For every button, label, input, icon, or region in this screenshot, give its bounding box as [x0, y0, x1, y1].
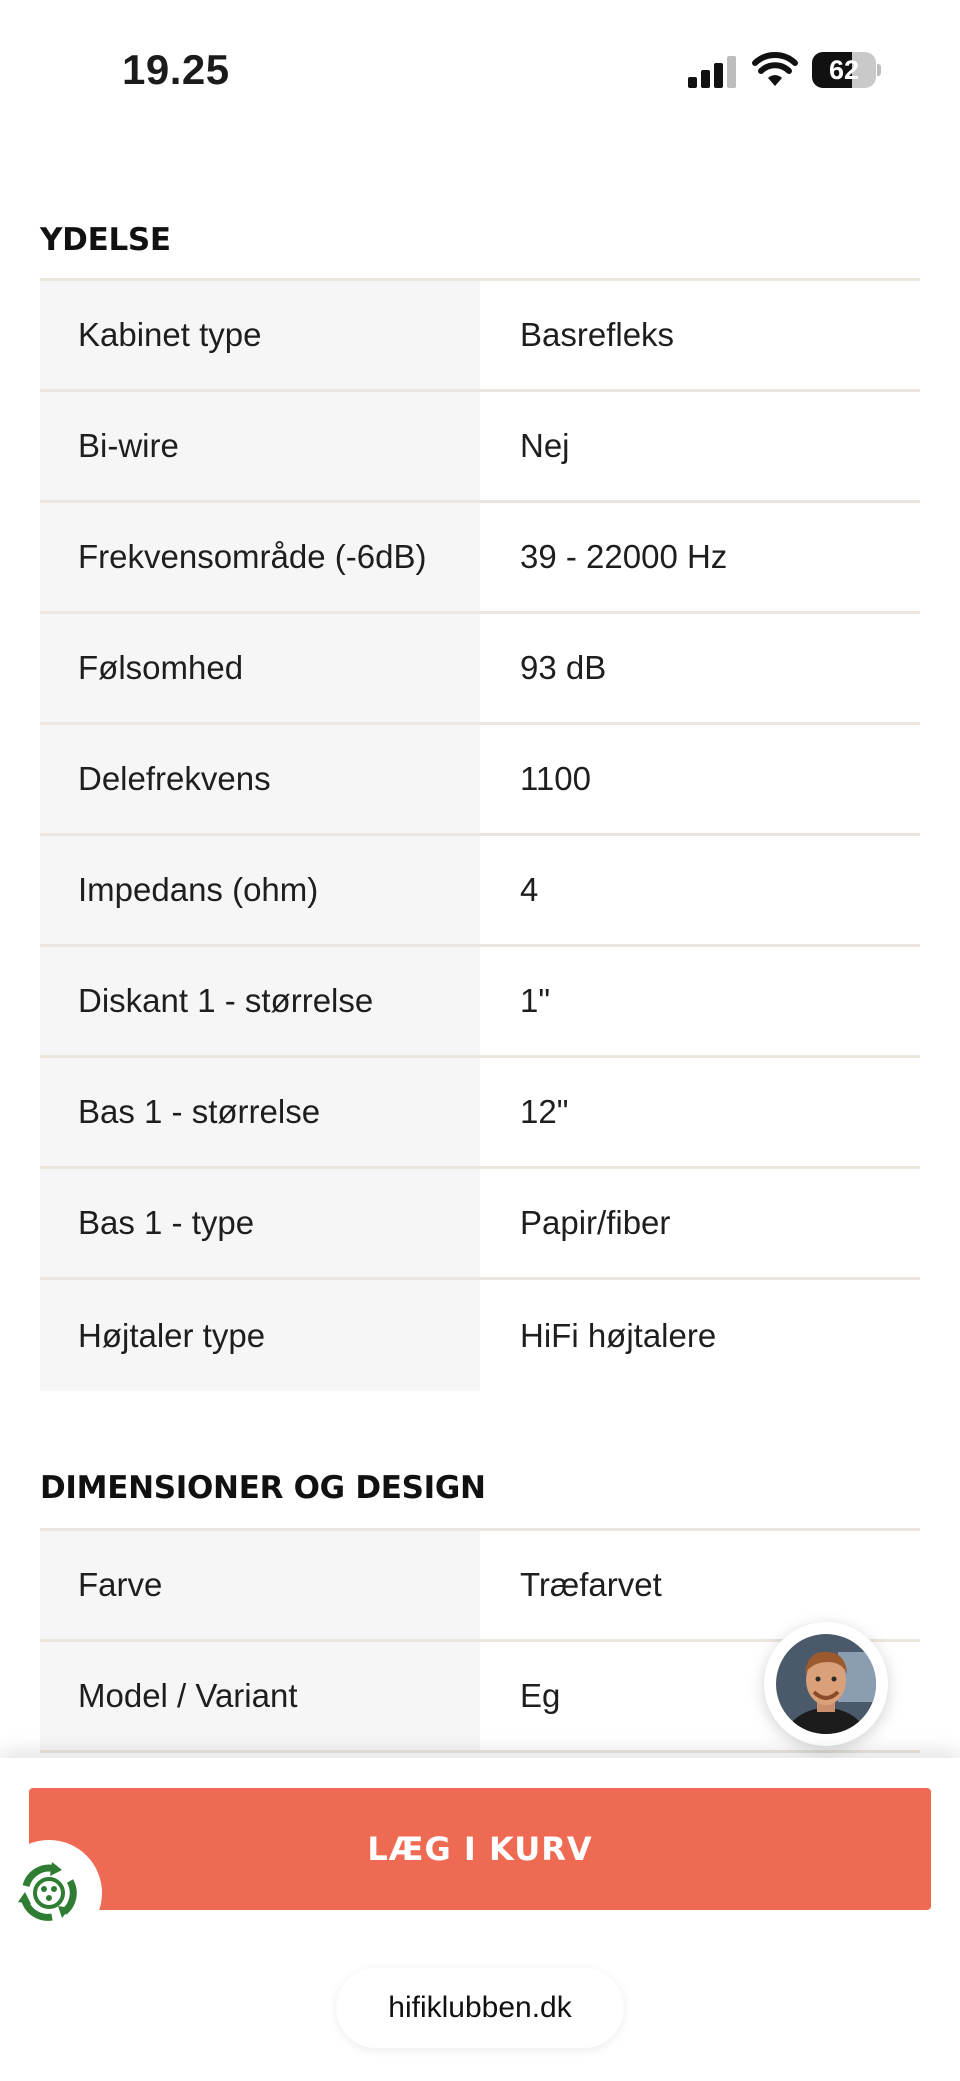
avatar — [776, 1634, 876, 1734]
bottom-action-bar — [0, 1758, 960, 2081]
spec-table-ydelse — [40, 278, 920, 1391]
wifi-icon — [752, 52, 798, 88]
spec-row — [40, 392, 920, 503]
spec-label: Model / Variant — [40, 1642, 480, 1750]
spec-label: Delefrekvens — [40, 725, 480, 833]
browser-url-pill[interactable]: hifiklubben.dk — [336, 1968, 624, 2048]
recycle-badge[interactable] — [0, 1840, 102, 1946]
spec-row — [40, 1169, 920, 1280]
section-title-ydelse: YDELSE — [40, 222, 171, 258]
spec-row — [40, 1280, 920, 1391]
spec-label: Bas 1 - type — [40, 1169, 480, 1277]
spec-label: Farve — [40, 1531, 480, 1639]
person-avatar-icon — [776, 1634, 876, 1734]
spec-value: 39 - 22000 Hz — [520, 538, 728, 575]
spec-label: Frekvensområde (-6dB) — [40, 503, 480, 611]
spec-row — [40, 725, 920, 836]
spec-value: Eg — [520, 1677, 561, 1714]
status-bar — [0, 0, 960, 140]
spec-value: Nej — [520, 427, 570, 464]
spec-label: Bi-wire — [40, 392, 480, 500]
chat-avatar-button[interactable] — [764, 1622, 888, 1746]
battery-tip — [877, 64, 881, 76]
add-to-cart-button[interactable]: LÆG I KURV — [29, 1788, 931, 1910]
spec-value: 1" — [520, 982, 551, 1019]
spec-row — [40, 947, 920, 1058]
spec-value: 93 dB — [520, 649, 607, 686]
spec-label: Impedans (ohm) — [40, 836, 480, 944]
battery-indicator — [812, 52, 880, 88]
battery-icon — [812, 52, 876, 88]
spec-row — [40, 281, 920, 392]
spec-value: HiFi højtalere — [520, 1316, 717, 1354]
spec-row — [40, 1058, 920, 1169]
spec-row — [40, 503, 920, 614]
spec-value: 12" — [520, 1093, 569, 1130]
spec-row — [40, 836, 920, 947]
spec-label: Højtaler type — [40, 1280, 480, 1391]
spec-label: Diskant 1 - størrelse — [40, 947, 480, 1055]
spec-value: 4 — [520, 871, 539, 908]
spec-label: Følsomhed — [40, 614, 480, 722]
cellular-signal-icon — [688, 56, 738, 88]
spec-row — [40, 614, 920, 725]
spec-row — [40, 1531, 920, 1642]
recycle-icon — [12, 1856, 86, 1930]
spec-value: Basrefleks — [520, 316, 675, 353]
status-time: 19.25 — [122, 46, 230, 93]
spec-value: Papir/fiber — [520, 1204, 671, 1241]
battery-percentage: 62 — [828, 55, 860, 85]
spec-value: Træfarvet — [520, 1566, 662, 1603]
spec-label: Bas 1 - størrelse — [40, 1058, 480, 1166]
spec-label: Kabinet type — [40, 281, 480, 389]
section-title-dimensioner: DIMENSIONER OG DESIGN — [40, 1470, 486, 1506]
spec-value: 1100 — [520, 760, 591, 797]
